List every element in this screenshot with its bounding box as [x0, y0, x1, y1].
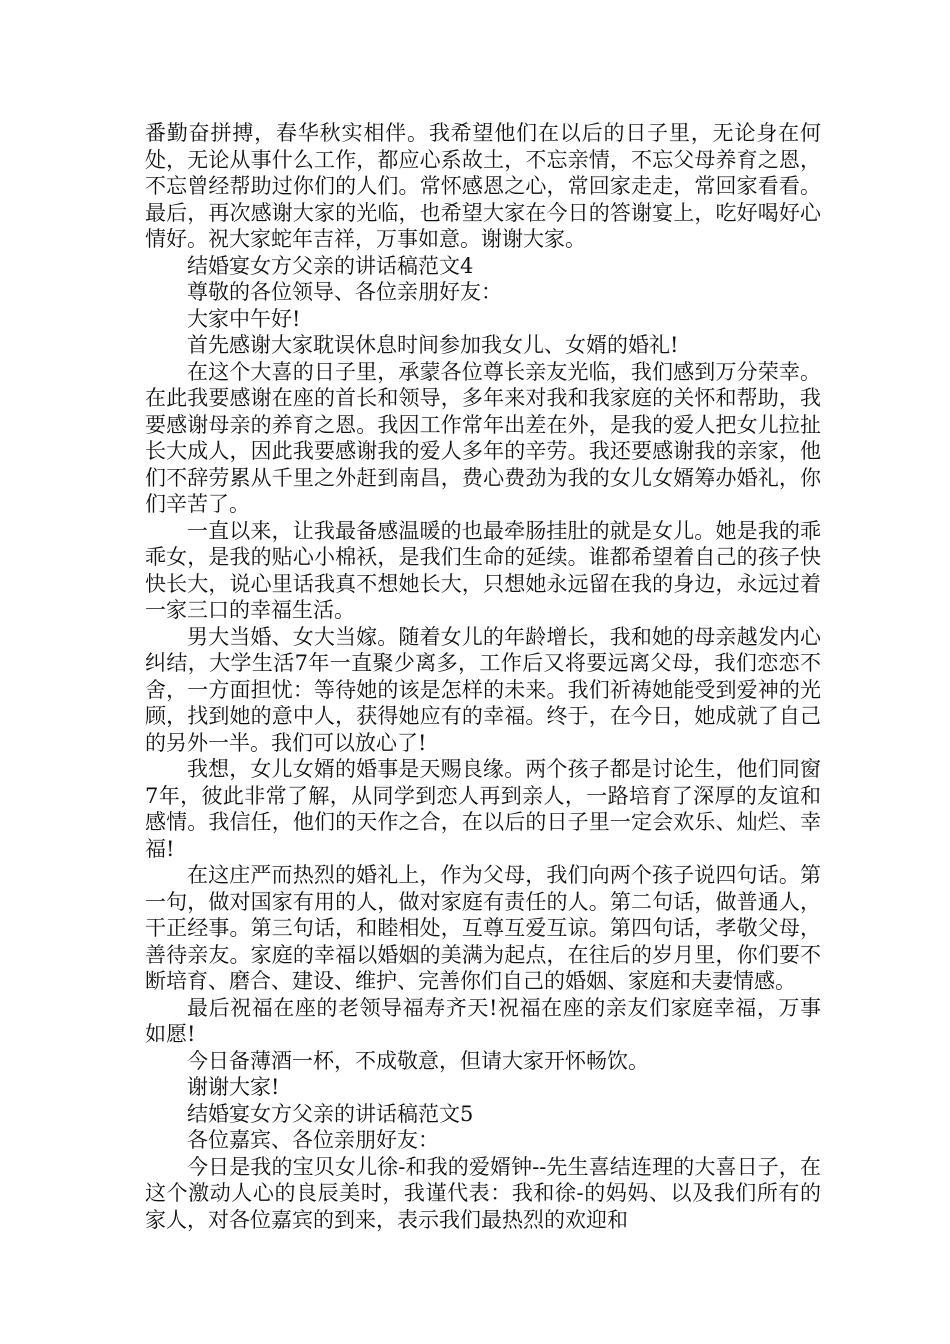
salutation: 尊敬的各位领导、各位亲朋好友： — [187, 280, 502, 304]
paragraph-closing-previous: 番勤奋拼搏，春华秋实相伴。我希望他们在以后的日子里，无论身在何处，无论从事什么工作，都应心系故土，不忘亲情，不忘父母养育之恩，不忘曾经帮助过你们的人们。常怀感恩之心，常回家走走，常回家看看。最后，再次感谢大家的光临，也希望大家在今日的答谢宴上，吃好喝好心情好。祝大家蛇年吉祥，万事如意。谢谢大家。 — [145, 121, 821, 251]
paragraph-destiny: 我想，女儿女婿的婚事是天赐良缘。两个孩子都是讨论生，他们同窗7年，彼此非常了解，从同学到恋人再到亲人，一路培育了深厚的友谊和感情。我信任，他们的天作之合，在以后的日子里一定会欢乐、灿烂、幸福! — [145, 757, 821, 861]
paragraph-thanks: 首先感谢大家耽误休息时间参加我女儿、女婿的婚礼! — [187, 333, 679, 357]
paragraph-blessing: 最后祝福在座的老领导福寿齐天!祝福在座的亲友们家庭幸福，万事如愿! — [145, 995, 821, 1046]
greeting: 大家中午好! — [187, 306, 301, 331]
paragraph-four-sentences: 在这庄严而热烈的婚礼上，作为父母，我们向两个孩子说四句话。第一句，做对国家有用的人，做对家庭有责任的人。第二句话，做普通人，干正经事。第三句话，和睦相处，互尊互爱互谅。第四句话，孝敬父母，善待亲友。家庭的幸福以婚姻的美满为起点，在往后的岁月里，你们要不断培育、磨合、建设、维护、完善你们自己的婚姻、家庭和夫妻情感。 — [145, 863, 821, 993]
paragraph-thank-you: 谢谢大家! — [187, 1075, 280, 1099]
paragraph-gratitude: 在这个大喜的日子里，承蒙各位尊长亲友光临，我们感到万分荣幸。在此我要感谢在座的首长和领导，多年来对我和我家庭的关怀和帮助，我要感谢母亲的养育之恩。我因工作常年出差在外，是我的爱人把女儿拉扯长大成人，因此我要感谢我的爱人多年的辛劳。我还要感谢我的亲家，他们不辞劳累从千里之外赶到南昌，费心费劲为我的女儿女婿筹办婚礼，你们辛苦了。 — [145, 359, 821, 516]
section-title-4: 结婚宴女方父亲的讲话稿范文4 — [187, 253, 474, 278]
paragraph-daughter: 一直以来，让我最备感温暖的也最牵肠挂肚的就是女儿。她是我的乖乖女，是我的贴心小棉袄，是我们生命的延续。谁都希望着自己的孩子快快长大，说心里话我真不想她长大，只想她永远留在我的身边，永远过着一家三口的幸福生活。 — [145, 518, 821, 622]
paragraph-wedding-day: 今日是我的宝贝女儿徐-和我的爱婿钟--先生喜结连理的大喜日子，在这个激动人心的良辰美时，我谨代表：我和徐-的妈妈、以及我们所有的家人，对各位嘉宾的到来，表示我们最热烈的欢迎和 — [145, 1154, 821, 1232]
section-title-5: 结婚宴女方父亲的讲话稿范文5 — [187, 1101, 474, 1126]
paragraph-toast: 今日备薄酒一杯，不成敬意，但请大家开怀畅饮。 — [187, 1048, 649, 1073]
document-page — [145, 120, 821, 1233]
paragraph-marriage: 男大当婚、女大当嫁。随着女儿的年龄增长，我和她的母亲越发内心纠结，大学生活7年一直聚少离多，工作后又将要远离父母，我们恋恋不舍，一方面担忧：等待她的该是怎样的未来。我们祈祷她能受到爱神的光顾，找到她的意中人，获得她应有的幸福。终于，在今日，她成就了自己的另外一半。我们可以放心了! — [145, 624, 821, 755]
salutation-5: 各位嘉宾、各位亲朋好友： — [187, 1128, 439, 1152]
